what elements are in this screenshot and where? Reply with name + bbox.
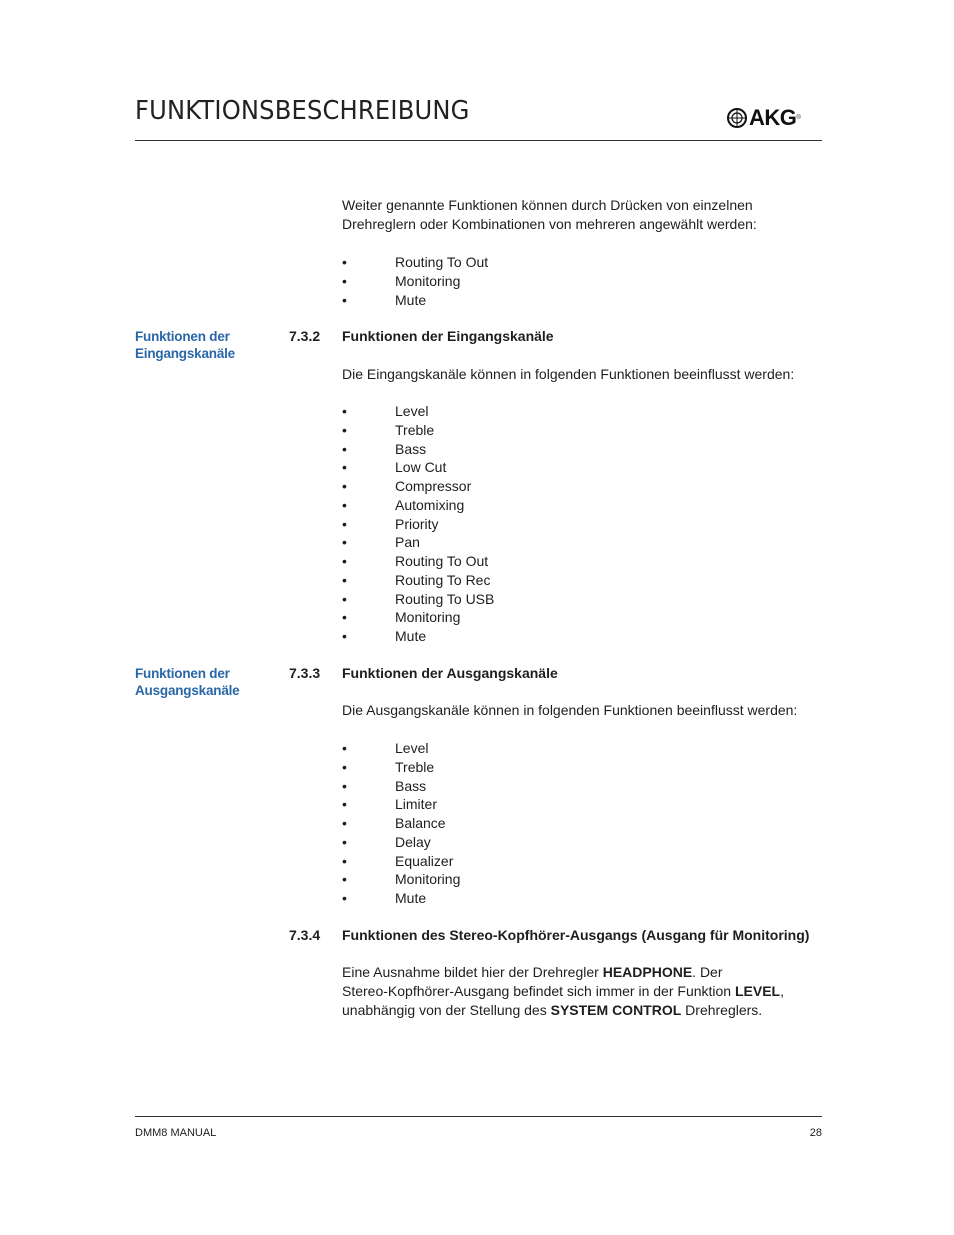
intro-paragraph bbox=[342, 196, 757, 234]
bullet-icon: • bbox=[342, 515, 347, 532]
trademark-mark: ® bbox=[796, 115, 801, 121]
header-divider bbox=[135, 140, 822, 141]
bullet-icon: • bbox=[342, 758, 347, 775]
bullet-icon: • bbox=[342, 609, 347, 626]
bullet-icon: • bbox=[342, 478, 347, 494]
bullet-icon: • bbox=[342, 459, 347, 476]
side-label-eingangskanaele: Funktionen der Eingangskanäle bbox=[135, 329, 235, 361]
section-heading: Funktionen der Eingangskanäle bbox=[342, 328, 554, 344]
bullet-icon: • bbox=[342, 628, 347, 644]
logo-wordmark: AKG bbox=[749, 105, 797, 130]
side-label-ausgangskanaele: Funktionen der Ausgangskanäle bbox=[135, 666, 240, 698]
footer-divider bbox=[135, 1116, 822, 1117]
section-heading: Funktionen des Stereo-Kopfhörer-Ausgangs (Ausgang für Monitoring) bbox=[342, 927, 810, 943]
bullet-icon: • bbox=[342, 496, 347, 513]
bullet-icon: • bbox=[342, 871, 347, 888]
page-number: 28 bbox=[809, 1127, 822, 1139]
bullet-icon: • bbox=[342, 833, 347, 850]
bullet-icon: • bbox=[342, 796, 347, 813]
bullet-icon: • bbox=[342, 553, 347, 569]
bullet-icon: • bbox=[342, 571, 347, 588]
section-number: 7.3.3 bbox=[289, 665, 321, 681]
bullet-icon: • bbox=[342, 291, 347, 308]
akg-emblem-icon bbox=[727, 108, 747, 128]
bullet-icon: • bbox=[342, 403, 347, 419]
intro-line: Weiter genannte Funktionen können durch Drücken von einzelnen bbox=[342, 197, 753, 213]
bullet-icon: • bbox=[342, 815, 347, 831]
akg-logo bbox=[727, 106, 801, 130]
section-number: 7.3.2 bbox=[289, 328, 321, 344]
footer-manual-name: DMM8 MANUAL bbox=[135, 1127, 217, 1139]
bullet-icon: • bbox=[342, 534, 347, 551]
bullet-icon: • bbox=[342, 740, 347, 756]
section-number: 7.3.4 bbox=[289, 927, 321, 943]
bullet-icon: • bbox=[342, 272, 347, 289]
bullet-icon: • bbox=[342, 890, 347, 906]
section-paragraph: Die Ausgangskanäle können in folgenden Funktionen beeinflusst werden: bbox=[342, 702, 798, 718]
bullet-icon: • bbox=[342, 440, 347, 457]
bullet-icon: • bbox=[342, 777, 347, 794]
intro-line: Drehreglern oder Kombinationen von mehreren angewählt werden: bbox=[342, 216, 757, 232]
bullet-icon: • bbox=[342, 254, 347, 270]
bullet-icon: • bbox=[342, 852, 347, 869]
section-paragraph: Die Eingangskanäle können in folgenden Funktionen beeinflusst werden: bbox=[342, 366, 795, 382]
paragraph-line: unabhängig von der Stellung des SYSTEM CONTROL Drehreglers. bbox=[342, 1002, 763, 1018]
section-heading: Funktionen der Ausgangskanäle bbox=[342, 665, 558, 681]
page-title: FUNKTIONSBESCHREIBUNG bbox=[135, 96, 470, 126]
bullet-icon: • bbox=[342, 421, 347, 438]
bullet-icon: • bbox=[342, 590, 347, 607]
paragraph-line: Stereo-Kopfhörer-Ausgang befindet sich immer in der Funktion LEVEL, bbox=[342, 983, 784, 999]
paragraph-line: Eine Ausnahme bildet hier der Drehregler HEADPHONE. Der bbox=[342, 964, 723, 980]
headphone-paragraph bbox=[342, 963, 784, 1020]
